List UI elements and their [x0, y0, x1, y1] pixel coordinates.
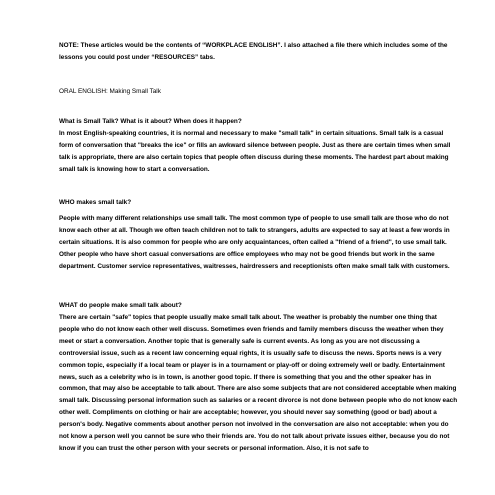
editor-note: NOTE: These articles would be the contents of “WORKPLACE ENGLISH”. I also attached a file there which includes some of the lessons you could post under “RESOURCES” tabs. — [59, 42, 448, 61]
section-title: ORAL ENGLISH: Making Small Talk — [59, 88, 161, 95]
heading-who-makes-small-talk: WHO makes small talk? — [59, 199, 132, 206]
heading-what-is-small-talk: What is Small Talk? What is it about? When does it happen? — [59, 118, 242, 125]
paragraph-what-is-small-talk: In most English-speaking countries, it is normal and necessary to make "small talk" in certain situations. Small talk is a casual form of conversation that "breaks the ice" or fills an awkward silence between people. Just as there are certain times when small talk is appropriate, there are also certain topics that people often discuss during these moments. The hardest part about making small talk is knowing how to start a conversation. — [59, 130, 451, 173]
paragraph-what-do-people-talk-about: There are certain "safe" topics that people usually make small talk about. The weather is probably the number one thing that people who do not know each other well discuss. Sometimes even friends and family members discuss the weather when they meet or start a conversation. Another topic that is generally safe is current events. As long as you are not discussing a controversial issue, such as a recent law concerning equal rights, it is usually safe to discuss the news. Sports news is a very common topic, especially if a local team or player is in a tournament or play-off or doing extremely well or badly. Entertainment news, such as a celebrity who is in town, is another good topic. If there is something that you and the other speaker has in common, that may also be acceptable to talk about. There are also some subjects that are not considered acceptable when making small talk. Discussing personal information such as salaries or a recent divorce is not done between people who do not know each other well. Compliments on clothing or hair are acceptable; however, you should never say something (good or bad) about a person's body. Negative comments about another person not involved in the conversation are also not acceptable: when you do not know a person well you cannot be sure who their friends are. You do not talk about private issues either, because you do not know if you can trust the other person with your secrets or personal information. Also, it is not safe to — [59, 314, 458, 452]
paragraph-who-makes-small-talk: People with many different relationships use small talk. The most common type of people to use small talk are those who do not know each other at all. Though we often teach children not to talk to strangers, adults are expected to say at least a few words in certain situations. It is also common for people who are only acquaintances, often called a "friend of a friend", to use small talk. Other people who have short casual conversations are office employees who may not be good friends but work in the same department. Customer service representatives, waitresses, hairdressers and receptionists often make small talk with customers. — [59, 215, 450, 270]
heading-what-do-people-talk-about: WHAT do people make small talk about? — [59, 302, 182, 309]
